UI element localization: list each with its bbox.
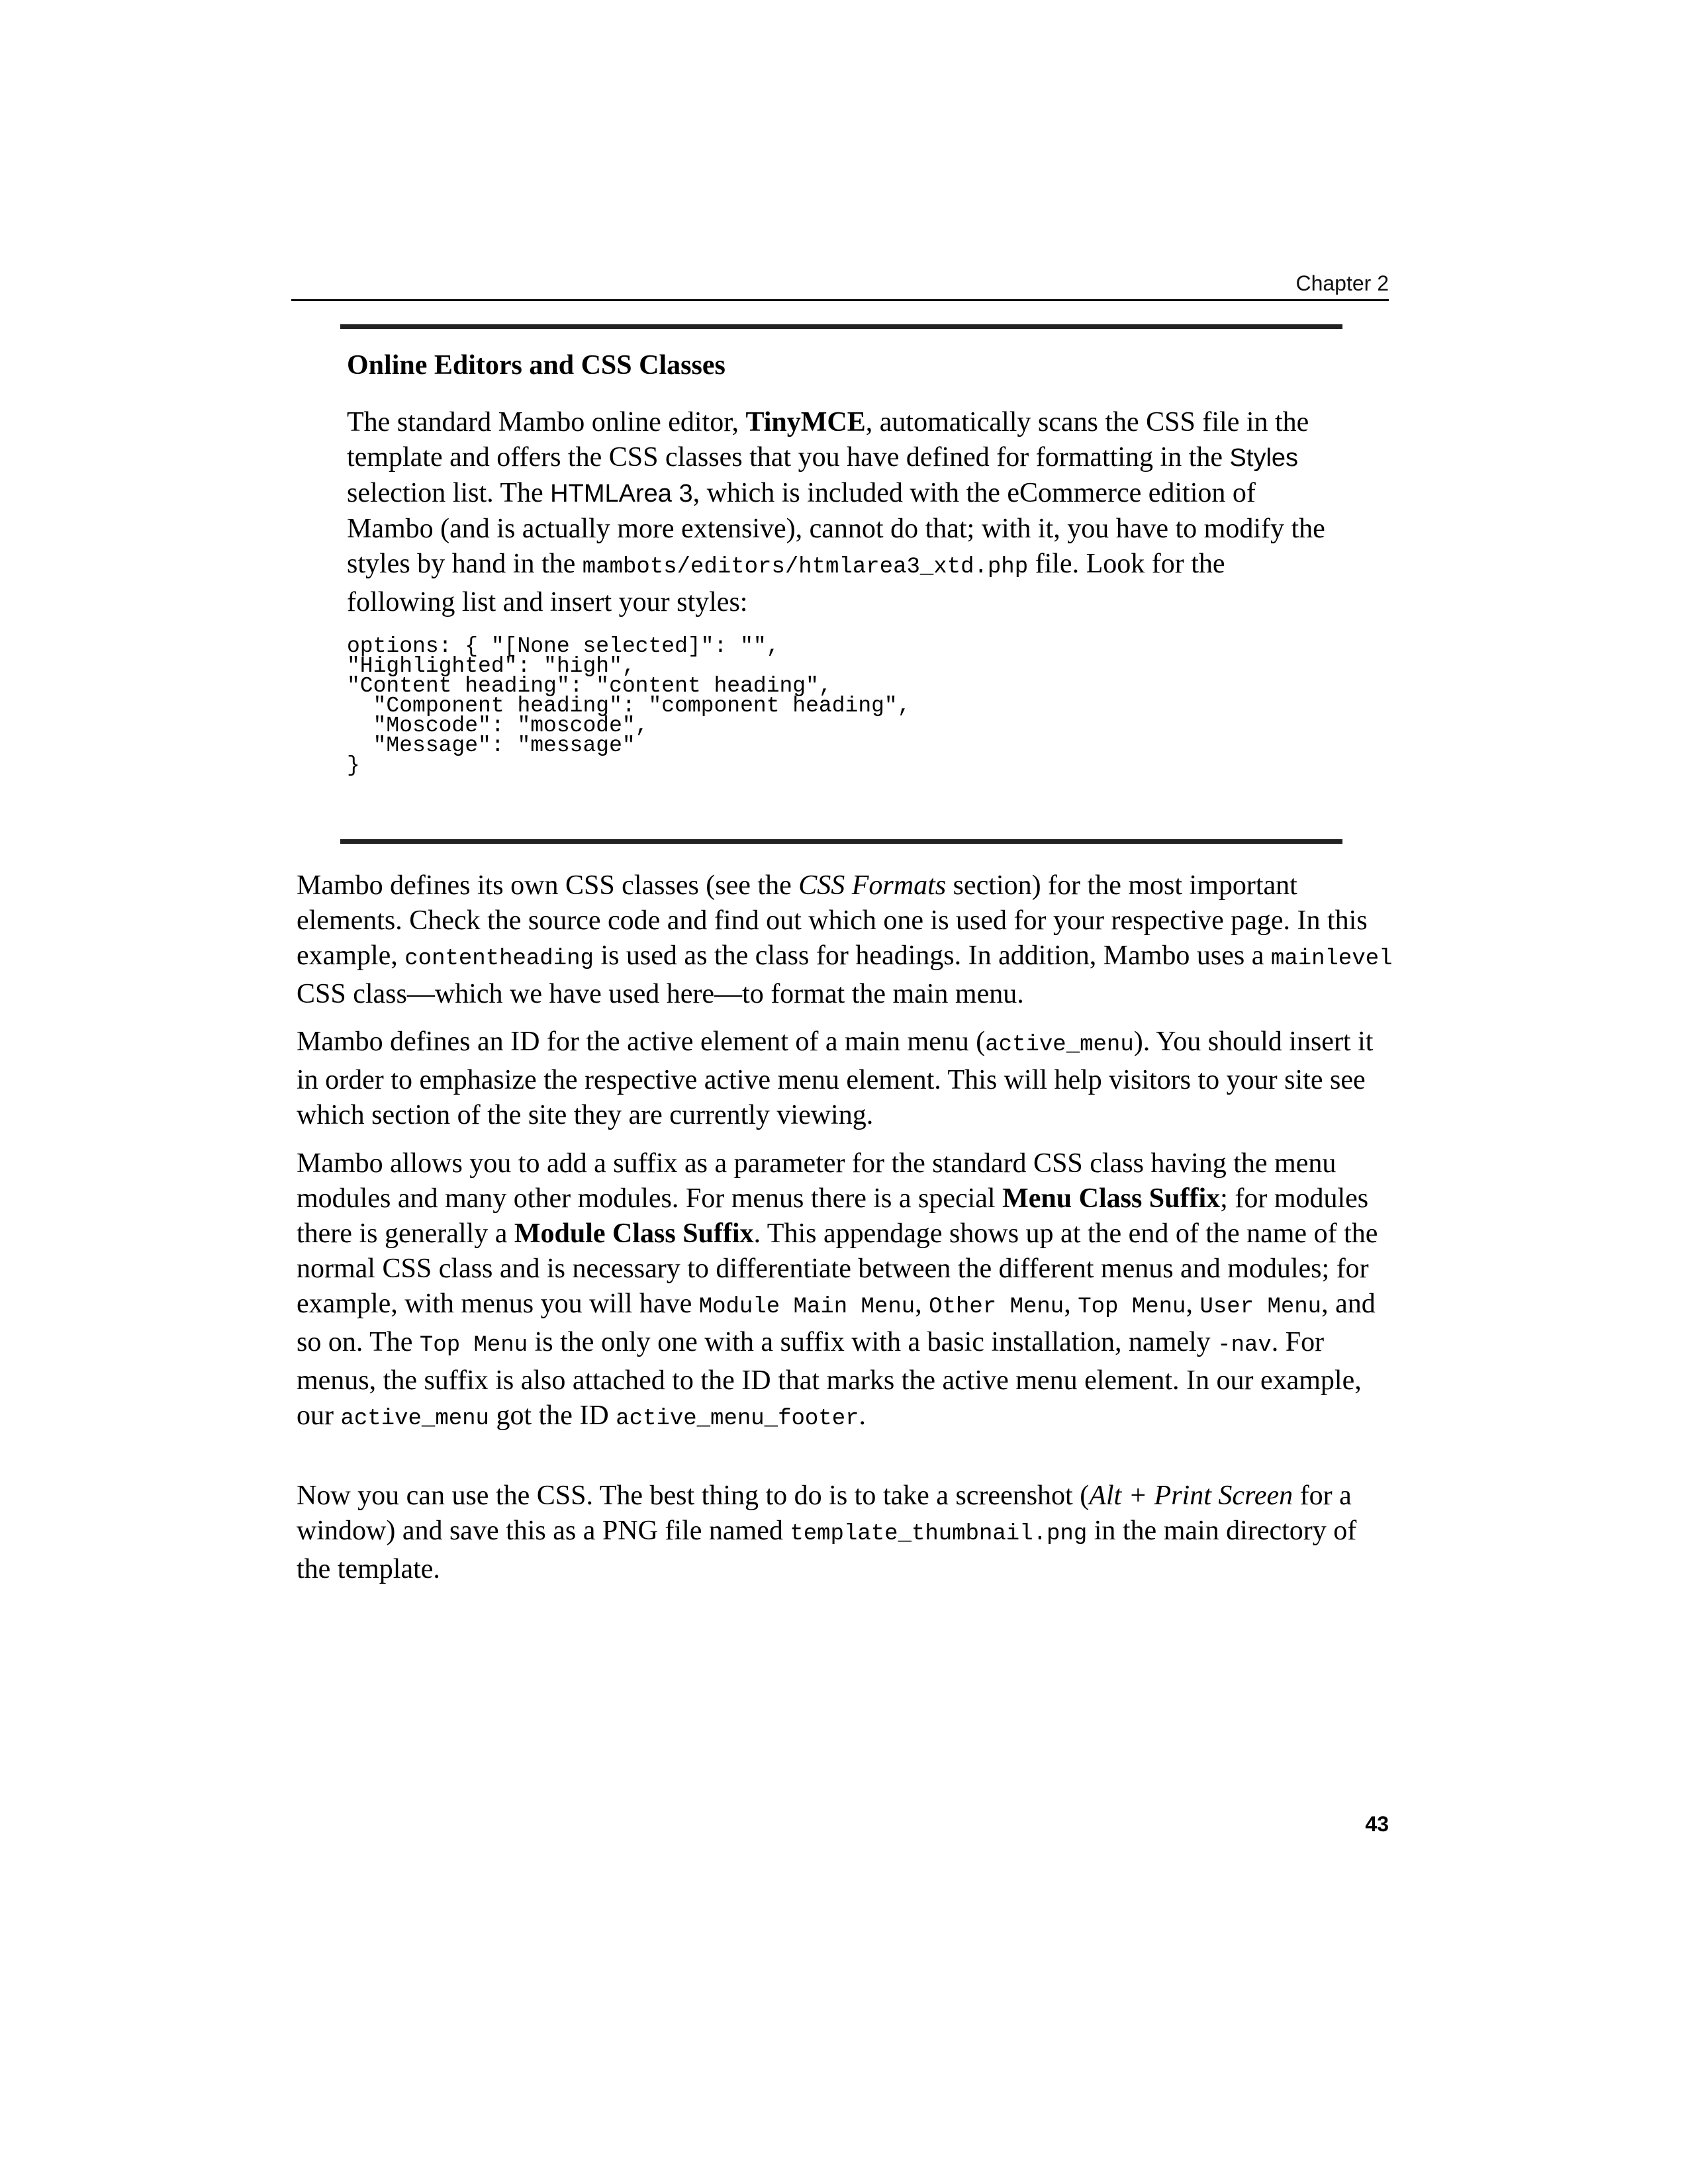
running-head: Chapter 2	[1295, 271, 1389, 295]
inline-code: Other Menu	[929, 1295, 1064, 1320]
inline-code: Top Menu	[1078, 1295, 1186, 1320]
note-box-bottom-rule	[340, 839, 1342, 844]
paragraph-text: CSS class—which we have used here—to format the main menu.	[297, 979, 1024, 1009]
paragraph-text: . For menus, the suffix is also attached to the ID that marks the active menu element. In our example, our	[297, 1327, 1362, 1431]
styles-term: Styles	[1229, 444, 1299, 472]
paragraph-text: Now you can use the CSS. The best thing to do is to take a screenshot (	[297, 1480, 1090, 1511]
paragraph-text: .	[859, 1400, 866, 1431]
inline-code: active_menu	[340, 1406, 489, 1432]
paragraph-text: is used as the class for headings. In addition, Mambo uses a	[593, 940, 1271, 971]
paragraph-text: Mambo defines its own CSS classes (see the	[297, 870, 799, 901]
inline-code: User Menu	[1199, 1295, 1322, 1320]
note-text: , which is included with the eCommerce edition of Mambo (and is actually more extensive), cannot do that; with it, you have to modify the styles by hand in the	[347, 478, 1325, 579]
inline-code: active_menu	[985, 1032, 1134, 1058]
paragraph-text: ,	[1064, 1289, 1078, 1319]
note-text: selection list. The	[347, 478, 551, 508]
inline-code: active_menu_footer	[616, 1406, 859, 1432]
inline-code: mainlevel	[1270, 946, 1393, 972]
note-box-top-rule	[340, 324, 1342, 329]
inline-code: template_thumbnail.png	[790, 1522, 1088, 1547]
inline-code: contentheading	[404, 946, 594, 972]
paragraph-text: , and so on. The	[297, 1289, 1376, 1357]
note-text: The standard Mambo online editor,	[347, 407, 746, 437]
paragraph-text: ). You should insert it in order to emphasize the respective active menu element. This will help visitors to your site see which section of the site they are currently viewing.	[297, 1026, 1374, 1130]
bold-term: Menu Class Suffix	[1002, 1183, 1221, 1214]
note-text: file. Look for the following list and insert your styles:	[347, 549, 1225, 617]
paragraph-css-classes	[297, 868, 1395, 1012]
paragraph-text: section) for the most important elements. Check the source code and find out which one is used for your respective page. In this example,	[297, 870, 1368, 971]
paragraph-text: for a window) and save this as a PNG file named	[297, 1480, 1352, 1546]
paragraph-text: in the main directory of the template.	[297, 1516, 1357, 1584]
section-reference: CSS Formats	[798, 870, 947, 901]
paragraph-active-menu	[297, 1024, 1395, 1133]
paragraph-text: ; for modules there is generally a	[297, 1183, 1369, 1249]
keyboard-shortcut: Alt + Print Screen	[1089, 1480, 1293, 1511]
note-text: , automatically scans the CSS file in the template and offers the CSS classes that you have defined for formatting in the	[347, 407, 1309, 473]
bold-term: Module Class Suffix	[514, 1218, 754, 1249]
htmlarea-term: HTMLArea 3	[550, 480, 693, 508]
note-title: Online Editors and CSS Classes	[347, 350, 726, 381]
paragraph-text: ,	[1186, 1289, 1200, 1319]
paragraph-text: Mambo allows you to add a suffix as a parameter for the standard CSS class having the menu modules and many other modules. For menus there is a special	[297, 1148, 1336, 1214]
paragraph-text: Mambo defines an ID for the active element of a main menu (	[297, 1026, 986, 1057]
page-number: 43	[1365, 1812, 1389, 1836]
code-listing: options: { "[None selected]": "", "Highlighted": "high", "Content heading": "content heading", "Component heading": "component heading", "Moscode": "moscode", "Message": "message" }	[347, 634, 911, 778]
paragraph-text: got the ID	[489, 1400, 616, 1431]
note-body	[347, 405, 1340, 620]
header-rule	[291, 299, 1389, 301]
paragraph-class-suffix	[297, 1146, 1395, 1437]
paragraph-text: . This appendage shows up at the end of the name of the normal CSS class and is necessary to differentiate between the different menus and modules; for example, with menus you will have	[297, 1218, 1378, 1319]
paragraph-text: is the only one with a suffix with a basic installation, namely	[528, 1327, 1218, 1357]
inline-code: Top Menu	[419, 1333, 528, 1358]
file-path-code: mambots/editors/htmlarea3_xtd.php	[582, 555, 1029, 580]
tinymce-term: TinyMCE	[745, 407, 866, 437]
paragraph-text: ,	[915, 1289, 929, 1319]
inline-code: Module Main Menu	[698, 1295, 915, 1320]
inline-code: -nav	[1217, 1333, 1272, 1358]
paragraph-screenshot	[297, 1479, 1395, 1587]
